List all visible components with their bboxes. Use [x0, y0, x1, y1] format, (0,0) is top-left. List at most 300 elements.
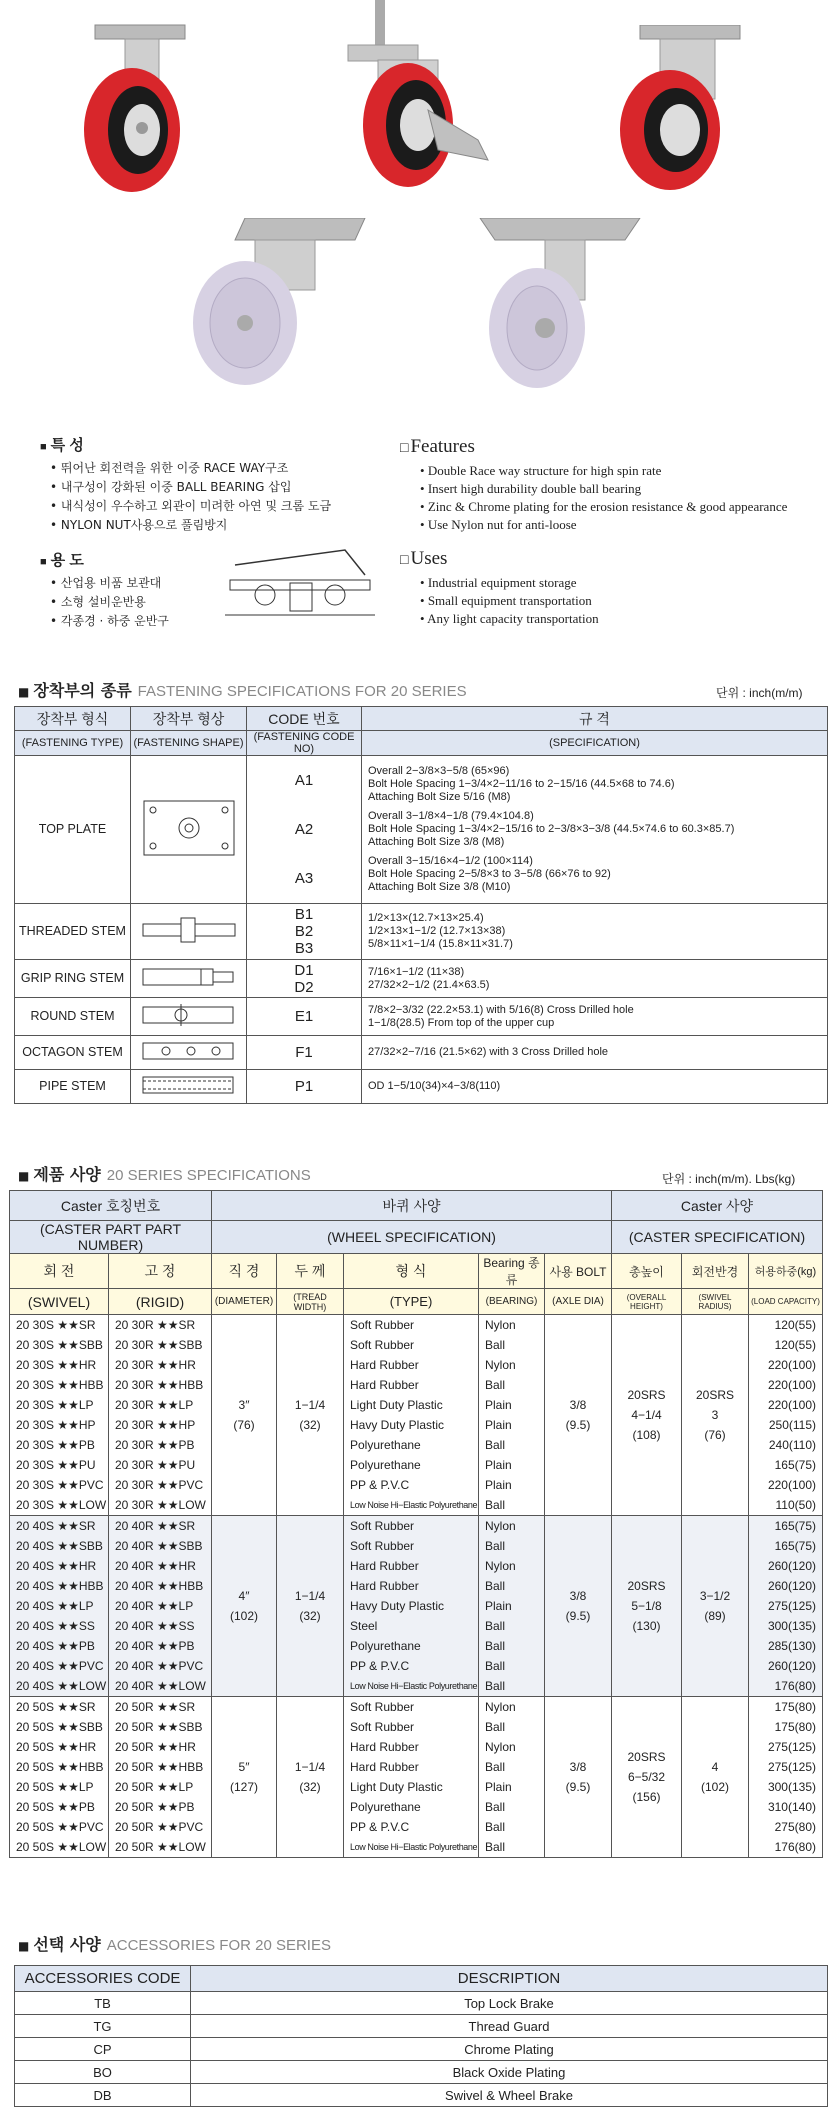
spec-line: Bolt Hole Spacing 2−5/8×3 to 3−5/8 (66×76 to 92): [368, 868, 611, 880]
th-load-en: (LOAD CAPACITY): [749, 1289, 823, 1315]
code-b2: B2: [294, 923, 314, 940]
rigid-list: [109, 1516, 212, 1697]
fastening-type-cell: ROUND STEM: [15, 998, 131, 1036]
part-number: 20 40R ★★SR: [115, 1519, 196, 1533]
part-number: 20 50S ★★SBB: [16, 1720, 103, 1734]
fastening-section-title: [18, 678, 467, 701]
table-row: [10, 1315, 823, 1516]
table-row: [15, 904, 828, 960]
list-item: • Insert high durability double ball bearing: [420, 480, 830, 498]
th-tread: 두 께: [277, 1254, 344, 1289]
table-row: [15, 2061, 828, 2084]
bearing: Ball: [485, 1338, 506, 1352]
uses-en-title: □ Uses: [400, 548, 830, 570]
bearing: Nylon: [485, 1519, 516, 1533]
list-item: • Small equipment transportation: [420, 592, 830, 610]
bearing: Nylon: [485, 1740, 516, 1754]
fastening-code-cell: [247, 904, 362, 960]
load: 165(75): [774, 1539, 816, 1553]
code-b1: B1: [294, 906, 314, 923]
part-number: 20 30R ★★LP: [115, 1398, 194, 1412]
tread-value: 1−1/4: [294, 1760, 326, 1774]
wheel-type: Hard Rubber: [350, 1378, 419, 1392]
load-list: [749, 1315, 823, 1516]
th-axle: 사용 BOLT: [545, 1254, 612, 1289]
accessory-code: TG: [15, 2015, 191, 2038]
th-radius: 회전반경: [682, 1254, 749, 1289]
load: 275(80): [774, 1820, 816, 1834]
code-a1: A1: [294, 772, 314, 789]
axle-cell: [545, 1315, 612, 1516]
part-number: 20 40R ★★SS: [115, 1619, 195, 1633]
spec-line: 7/16×1−1/2 (11×38): [368, 965, 465, 978]
part-number: 20 30S ★★PVC: [16, 1478, 104, 1492]
part-number: 20 40S ★★HR: [16, 1559, 97, 1573]
th-axle-en: (AXLE DIA): [545, 1289, 612, 1315]
th-wheel-spec-en: (WHEEL SPECIFICATION): [212, 1221, 612, 1254]
list-item: • Any light capacity transportation: [420, 610, 830, 628]
part-number: 20 50R ★★PB: [115, 1800, 195, 1814]
part-number: 20 50S ★★SR: [16, 1700, 96, 1714]
top-plate-shape-icon: [131, 756, 247, 904]
table-row: [10, 1516, 823, 1697]
th-code-no: CODE 번호: [247, 707, 362, 731]
fastening-spec-cell: [362, 960, 828, 998]
radius-line: 3: [711, 1408, 719, 1422]
th-fastening-shape-en: (FASTENING SHAPE): [131, 731, 247, 756]
load: 250(115): [768, 1418, 816, 1432]
part-number: 20 40R ★★LP: [115, 1599, 194, 1613]
fastening-code-cell: E1: [247, 998, 362, 1036]
list-item: • 산업용 비품 보관대: [50, 574, 380, 593]
diameter-mm: (102): [229, 1609, 258, 1623]
th-type-en: (TYPE): [344, 1289, 479, 1315]
part-number: 20 30R ★★PB: [115, 1438, 195, 1452]
th-caster-part-number: Caster 호칭번호: [10, 1191, 212, 1221]
bearing: Ball: [485, 1579, 506, 1593]
bearing: Ball: [485, 1720, 506, 1734]
rigid-list: [109, 1315, 212, 1516]
accessories-table: [14, 1965, 828, 2107]
th-diameter: 직 경: [212, 1254, 277, 1289]
wheel-type: Light Duty Plastic: [350, 1780, 443, 1794]
part-number: 20 40S ★★SS: [16, 1619, 95, 1633]
th-bearing: Bearing 종류: [479, 1254, 545, 1289]
tread-mm: (32): [299, 1418, 321, 1432]
wheel-type: Soft Rubber: [350, 1519, 415, 1533]
list-item: • 내식성이 우수하고 외관이 미려한 아연 및 크롬 도금: [50, 497, 380, 516]
height-cell: [612, 1315, 682, 1516]
wheel-type: Polyurethane: [350, 1458, 421, 1472]
load: 220(100): [767, 1358, 816, 1372]
accessory-desc: Black Oxide Plating: [191, 2061, 828, 2084]
spec-line: 7/8×2−3/32 (22.2×53.1) with 5/16(8) Cross Drilled hole: [368, 1003, 634, 1016]
bearing-list: [479, 1697, 545, 1858]
bearing: Nylon: [485, 1358, 516, 1372]
part-number: 20 30S ★★SR: [16, 1318, 96, 1332]
th-caster-spec: Caster 사양: [612, 1191, 823, 1221]
wheel-type: Hard Rubber: [350, 1358, 419, 1372]
type-list: [344, 1516, 479, 1697]
axle-value: 3/8: [569, 1760, 587, 1774]
threaded-stem-shape-icon: [131, 904, 247, 960]
part-number: 20 40S ★★SBB: [16, 1539, 103, 1553]
spec-line: Bolt Hole Spacing 1−3/4×2−11/16 to 2−15/16 (44.5×68 to 74.6): [368, 778, 675, 790]
wheel-type: Polyurethane: [350, 1800, 421, 1814]
height-line: 20SRS: [627, 1579, 666, 1593]
load: 260(120): [767, 1659, 816, 1673]
diameter-mm: (76): [233, 1418, 255, 1432]
bearing: Ball: [485, 1539, 506, 1553]
table-row: [15, 2038, 828, 2061]
load: 220(100): [767, 1378, 816, 1392]
part-number: 20 50R ★★LOW: [115, 1840, 206, 1854]
th-type: 형 식: [344, 1254, 479, 1289]
table-row: [15, 960, 828, 998]
bearing: Ball: [485, 1760, 506, 1774]
bearing: Ball: [485, 1619, 506, 1633]
bearing: Ball: [485, 1498, 506, 1512]
radius-line: (89): [704, 1609, 726, 1623]
part-number: 20 30R ★★PVC: [115, 1478, 204, 1492]
fastening-type-cell: THREADED STEM: [15, 904, 131, 960]
height-line: (108): [632, 1428, 661, 1442]
part-number: 20 50R ★★SR: [115, 1700, 196, 1714]
bearing-list: [479, 1516, 545, 1697]
th-wheel-spec: 바퀴 사양: [212, 1191, 612, 1221]
caster-photo-red-threaded-brake: [338, 0, 508, 195]
fastening-code-cell: [247, 960, 362, 998]
bearing: Ball: [485, 1840, 506, 1854]
load: 240(110): [768, 1438, 816, 1452]
wheel-type: Havy Duty Plastic: [350, 1599, 445, 1613]
height-line: 20SRS: [627, 1388, 666, 1402]
load: 176(80): [774, 1679, 816, 1693]
caster-photo-clear-rigid: [475, 218, 645, 393]
part-number: 20 30R ★★LOW: [115, 1498, 206, 1512]
height-line: (156): [632, 1790, 661, 1804]
diameter-mm: (127): [229, 1780, 258, 1794]
spec-line: Overall 3−15/16×4−1/2 (100×114): [368, 855, 533, 867]
th-accessories-code: ACCESSORIES CODE: [15, 1966, 191, 1992]
wheel-type: Steel: [350, 1619, 378, 1633]
tread-value: 1−1/4: [294, 1398, 326, 1412]
part-number: 20 30S ★★PU: [16, 1458, 96, 1472]
load: 175(80): [774, 1700, 816, 1714]
part-number: 20 40R ★★HBB: [115, 1579, 204, 1593]
height-line: 4−1/4: [631, 1408, 662, 1422]
table-row: [10, 1697, 823, 1858]
table-row: [15, 998, 828, 1036]
list-item: • 각종경 · 하중 운반구: [50, 612, 380, 631]
swivel-list: [10, 1315, 109, 1516]
bearing: Plain: [485, 1478, 512, 1492]
specs-title-kr: 제품 사양: [33, 1165, 101, 1184]
diameter-value: 5″: [238, 1760, 250, 1774]
wheel-type: PP & P.V.C: [350, 1478, 410, 1492]
table-row: [15, 2015, 828, 2038]
accessory-code: DB: [15, 2084, 191, 2107]
tread-cell: [277, 1516, 344, 1697]
wheel-type: Low Noise Hi−Elastic Polyurethane: [350, 1681, 478, 1691]
uses-kr-title: ■ 용 도: [40, 549, 380, 570]
axle-mm: (9.5): [565, 1609, 591, 1623]
spec-line: 1/2×13×(12.7×13×25.4): [368, 912, 484, 924]
bearing: Nylon: [485, 1700, 516, 1714]
fastening-title-en: FASTENING SPECIFICATIONS FOR 20 SERIES: [137, 683, 467, 700]
wheel-type: Polyurethane: [350, 1639, 421, 1653]
caster-photo-red-swivel: [600, 25, 750, 195]
th-radius-en: (SWIVEL RADIUS): [682, 1289, 749, 1315]
list-item: • 뛰어난 회전력을 위한 이중 RACE WAY구조: [50, 459, 380, 478]
table-row: [15, 1036, 828, 1070]
caster-photo-clear-swivel: [185, 218, 375, 388]
spec-line: Overall 2−3/8×3−5/8 (65×96): [368, 765, 510, 777]
radius-line: (76): [704, 1428, 726, 1442]
axle-mm: (9.5): [565, 1780, 591, 1794]
bullet-square-icon: ■: [18, 1169, 30, 1183]
part-number: 20 50S ★★LOW: [16, 1840, 107, 1854]
wheel-type: Light Duty Plastic: [350, 1398, 443, 1412]
fastening-spec-cell: [362, 904, 828, 960]
fastening-type-cell: PIPE STEM: [15, 1070, 131, 1104]
list-item: • Use Nylon nut for anti-loose: [420, 516, 830, 534]
part-number: 20 40S ★★LOW: [16, 1679, 107, 1693]
th-swivel-en: (SWIVEL): [10, 1289, 109, 1315]
part-number: 20 40R ★★PB: [115, 1639, 195, 1653]
axle-value: 3/8: [569, 1398, 587, 1412]
part-number: 20 50R ★★PVC: [115, 1820, 204, 1834]
part-number: 20 30R ★★PU: [115, 1458, 196, 1472]
fastening-spec-cell: [362, 1070, 828, 1104]
part-number: 20 50S ★★HR: [16, 1740, 97, 1754]
fastening-type-cell: OCTAGON STEM: [15, 1036, 131, 1070]
part-number: 20 30S ★★SBB: [16, 1338, 103, 1352]
part-number: 20 30S ★★HBB: [16, 1378, 104, 1392]
radius-line: 3−1/2: [699, 1589, 731, 1603]
fastening-code-cell: F1: [247, 1036, 362, 1070]
features-en-title: □ Features: [400, 436, 830, 458]
diameter-value: 3″: [238, 1398, 250, 1412]
features-kr-title: ■ 특 성: [40, 434, 380, 455]
part-number: 20 40S ★★PB: [16, 1639, 95, 1653]
th-description: DESCRIPTION: [191, 1966, 828, 1992]
load: 260(120): [767, 1579, 816, 1593]
bearing: Plain: [485, 1780, 512, 1794]
part-number: 20 50S ★★PB: [16, 1800, 95, 1814]
wheel-type: Havy Duty Plastic: [350, 1418, 445, 1432]
wheel-type: Hard Rubber: [350, 1559, 419, 1573]
uses-en-list: [400, 574, 830, 628]
th-rigid: 고 정: [109, 1254, 212, 1289]
spec-line: 27/32×2−1/2 (21.4×63.5): [368, 978, 490, 991]
th-rigid-en: (RIGID): [109, 1289, 212, 1315]
load: 310(140): [767, 1800, 816, 1814]
list-item: • Double Race way structure for high spin rate: [420, 462, 830, 480]
axle-cell: [545, 1697, 612, 1858]
list-item: • 내구성이 강화된 이중 BALL BEARING 삽입: [50, 478, 380, 497]
height-cell: [612, 1697, 682, 1858]
th-fastening-shape: 장착부 형상: [131, 707, 247, 731]
round-stem-shape-icon: [131, 998, 247, 1036]
spec-line: Attaching Bolt Size 5/16 (M8): [368, 791, 511, 803]
bearing: Ball: [485, 1659, 506, 1673]
bearing: Ball: [485, 1639, 506, 1653]
list-item: • 소형 설비운반용: [50, 593, 380, 612]
tread-mm: (32): [299, 1609, 321, 1623]
accessory-code: CP: [15, 2038, 191, 2061]
rigid-list: [109, 1697, 212, 1858]
load: 165(75): [774, 1519, 816, 1533]
load: 120(55): [774, 1318, 816, 1332]
wheel-type: Hard Rubber: [350, 1760, 419, 1774]
spec-line: 27/32×2−7/16 (21.5×62) with 3 Cross Drilled hole: [368, 1046, 609, 1058]
wheel-type: PP & P.V.C: [350, 1820, 410, 1834]
th-fastening-type-en: (FASTENING TYPE): [15, 731, 131, 756]
fastening-spec-cell: [362, 998, 828, 1036]
accessory-code: TB: [15, 1992, 191, 2015]
wheel-type: Low Noise Hi−Elastic Polyurethane: [350, 1842, 478, 1852]
bearing: Plain: [485, 1458, 512, 1472]
code-d1: D1: [294, 961, 314, 979]
code-d2: D2: [294, 978, 314, 996]
load: 260(120): [767, 1559, 816, 1573]
grip-ring-stem-shape-icon: [131, 960, 247, 998]
accessories-title-kr: 선택 사양: [33, 1935, 101, 1954]
part-number: 20 40S ★★PVC: [16, 1659, 104, 1673]
diameter-cell: [212, 1315, 277, 1516]
pipe-stem-shape-icon: [131, 1070, 247, 1104]
tread-cell: [277, 1315, 344, 1516]
radius-cell: [682, 1516, 749, 1697]
height-cell: [612, 1516, 682, 1697]
load: 275(125): [767, 1760, 816, 1774]
part-number: 20 50S ★★PVC: [16, 1820, 104, 1834]
tread-value: 1−1/4: [294, 1589, 326, 1603]
accessories-title-en: ACCESSORIES FOR 20 SERIES: [106, 1937, 331, 1954]
radius-line: (102): [700, 1780, 729, 1794]
wheel-type: Hard Rubber: [350, 1740, 419, 1754]
tread-cell: [277, 1697, 344, 1858]
spec-line: 1/2×13×1−1/2 (12.7×13×38): [368, 925, 506, 937]
radius-cell: [682, 1315, 749, 1516]
fastening-type-cell: GRIP RING STEM: [15, 960, 131, 998]
part-number: 20 40S ★★SR: [16, 1519, 96, 1533]
bullet-square-icon: ■: [18, 685, 30, 699]
wheel-type: Soft Rubber: [350, 1318, 415, 1332]
code-a2: A2: [294, 821, 314, 838]
part-number: 20 50R ★★SBB: [115, 1720, 203, 1734]
wheel-type: Soft Rubber: [350, 1338, 415, 1352]
load-list: [749, 1516, 823, 1697]
load: 176(80): [774, 1840, 816, 1854]
caster-mounting-diagram: [225, 545, 375, 620]
table-row: [15, 2084, 828, 2107]
part-number: 20 40R ★★PVC: [115, 1659, 204, 1673]
axle-value: 3/8: [569, 1589, 587, 1603]
axle-mm: (9.5): [565, 1418, 591, 1432]
list-item: • Zinc & Chrome plating for the erosion resistance & good appearance: [420, 498, 830, 516]
part-number: 20 30S ★★HP: [16, 1418, 96, 1432]
th-height-en: (OVERALL HEIGHT): [612, 1289, 682, 1315]
code-a3: A3: [294, 870, 314, 887]
spec-line: Overall 3−1/8×4−1/8 (79.4×104.8): [368, 810, 534, 822]
octagon-stem-shape-icon: [131, 1036, 247, 1070]
height-line: (130): [632, 1619, 661, 1633]
load: 165(75): [774, 1458, 816, 1472]
spec-line: Attaching Bolt Size 3/8 (M8): [368, 836, 505, 848]
part-number: 20 30R ★★HR: [115, 1358, 196, 1372]
part-number: 20 40S ★★HBB: [16, 1579, 104, 1593]
wheel-type: Hard Rubber: [350, 1579, 419, 1593]
diameter-cell: [212, 1697, 277, 1858]
table-row: [15, 756, 828, 904]
fastening-spec-cell: [362, 756, 828, 904]
features-en-list: [400, 462, 830, 534]
specs-section-title: [18, 1162, 311, 1185]
load: 275(125): [767, 1740, 816, 1754]
accessory-desc: Top Lock Brake: [191, 1992, 828, 2015]
fastening-code-cell: [247, 756, 362, 904]
swivel-list: [10, 1516, 109, 1697]
height-line: 20SRS: [627, 1750, 666, 1764]
bullet-square-icon: ■: [18, 1939, 30, 1953]
spec-line: 1−1/8(28.5) From top of the upper cup: [368, 1016, 555, 1029]
height-line: 6−5/32: [627, 1770, 666, 1784]
fastening-code-cell: P1: [247, 1070, 362, 1104]
bearing: Nylon: [485, 1318, 516, 1332]
list-item: • NYLON NUT사용으로 풀림방지: [50, 516, 380, 535]
table-row: [15, 1992, 828, 2015]
th-tread-en: (TREAD WIDTH): [277, 1289, 344, 1315]
part-number: 20 30R ★★SR: [115, 1318, 196, 1332]
part-number: 20 30S ★★PB: [16, 1438, 95, 1452]
bearing: Ball: [485, 1820, 506, 1834]
part-number: 20 30S ★★LP: [16, 1398, 94, 1412]
radius-cell: [682, 1697, 749, 1858]
th-caster-spec-en: (CASTER SPECIFICATION): [612, 1221, 823, 1254]
part-number: 20 40R ★★HR: [115, 1559, 196, 1573]
table-row: [15, 1070, 828, 1104]
spec-line: Attaching Bolt Size 3/8 (M10): [368, 881, 511, 893]
spec-line: OD 1−5/10(34)×4−3/8(110): [368, 1080, 501, 1092]
bearing: Ball: [485, 1438, 506, 1452]
fastening-unit: 단위 : inch(m/m): [716, 686, 803, 700]
th-specification-en: (SPECIFICATION): [362, 731, 828, 756]
load: 220(100): [767, 1398, 816, 1412]
load: 275(125): [767, 1599, 816, 1613]
bearing: Ball: [485, 1800, 506, 1814]
part-number: 20 50S ★★HBB: [16, 1760, 104, 1774]
accessories-section-title: [18, 1932, 331, 1955]
load: 120(55): [774, 1338, 816, 1352]
part-number: 20 30R ★★SBB: [115, 1338, 203, 1352]
specs-title-en: 20 SERIES SPECIFICATIONS: [106, 1167, 311, 1184]
th-diameter-en: (DIAMETER): [212, 1289, 277, 1315]
load-list: [749, 1697, 823, 1858]
part-number: 20 30S ★★LOW: [16, 1498, 107, 1512]
spec-line: Bolt Hole Spacing 1−3/4×2−15/16 to 2−3/8×3−3/8 (44.5×74.6 to 60.3×85.7): [368, 823, 735, 835]
part-number: 20 40R ★★SBB: [115, 1539, 203, 1553]
bearing: Plain: [485, 1418, 512, 1432]
part-number: 20 50S ★★LP: [16, 1780, 94, 1794]
th-height: 총높이: [612, 1254, 682, 1289]
bearing: Ball: [485, 1378, 506, 1392]
th-specification: 규 격: [362, 707, 828, 731]
code-b3: B3: [294, 940, 314, 957]
load: 175(80): [774, 1720, 816, 1734]
wheel-type: Low Noise Hi−Elastic Polyurethane: [350, 1500, 478, 1510]
